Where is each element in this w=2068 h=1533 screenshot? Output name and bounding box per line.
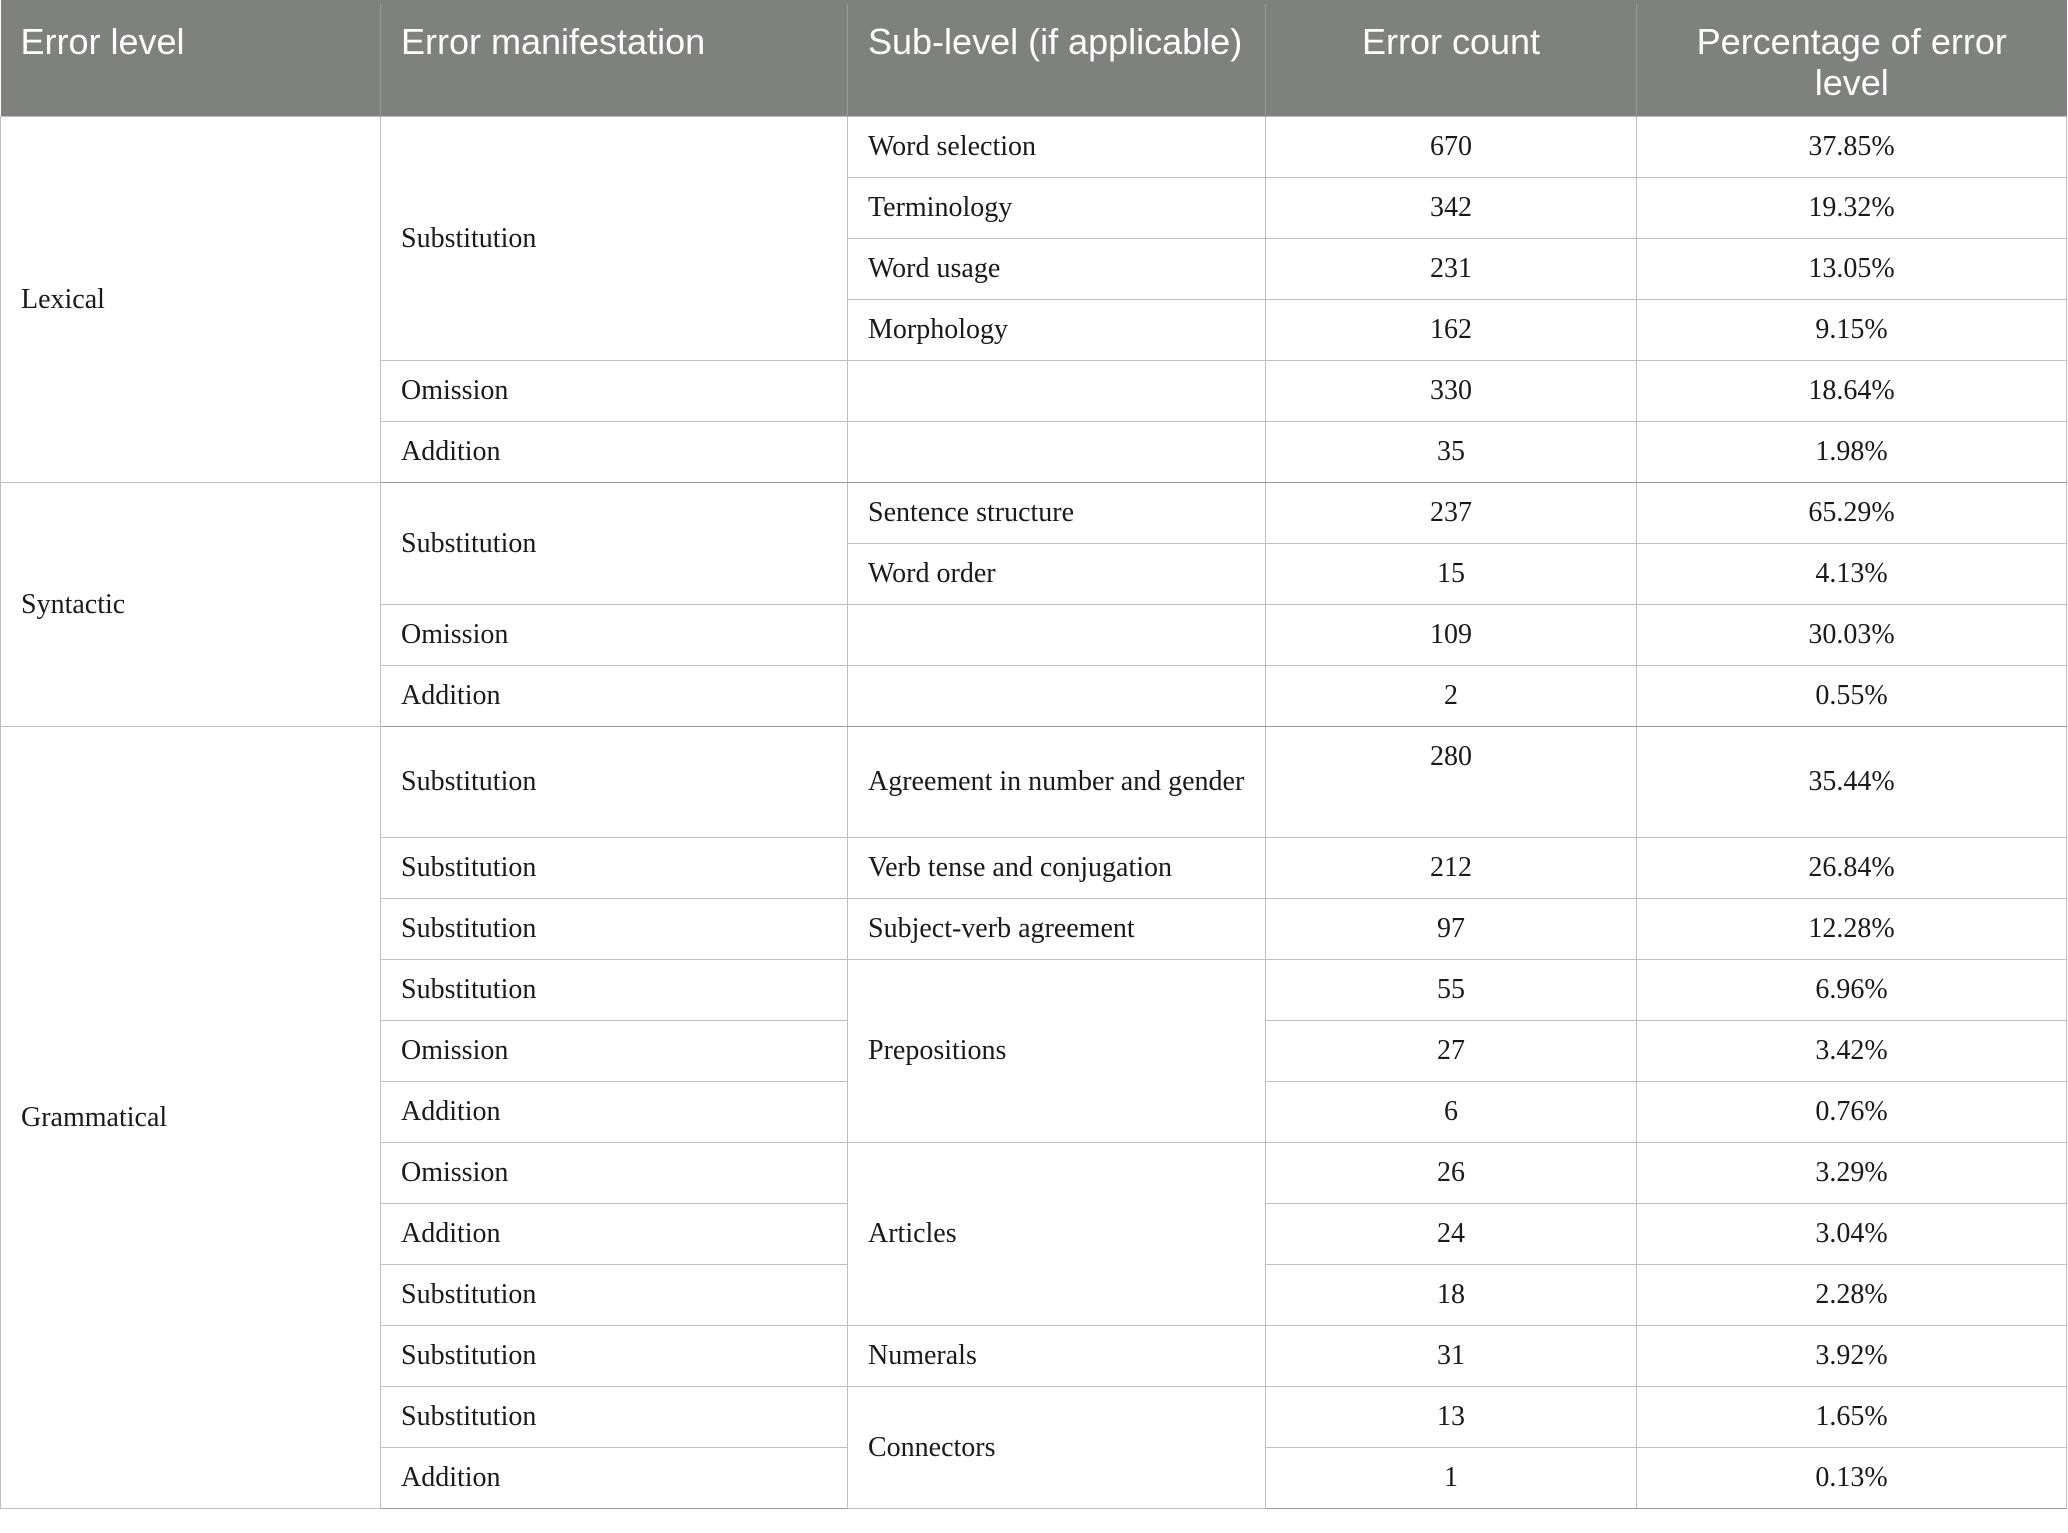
table-header	[1, 2, 2067, 117]
percentage-cell: 1.65%	[1637, 1387, 2067, 1448]
count-cell: 280	[1266, 727, 1637, 838]
percentage-cell: 2.28%	[1637, 1265, 2067, 1326]
count-cell: 35	[1266, 422, 1637, 483]
sub-level-cell	[848, 422, 1266, 483]
table-row	[1, 117, 2067, 178]
level-lexical: Lexical	[1, 117, 381, 483]
percentage-cell: 3.29%	[1637, 1143, 2067, 1204]
level-grammatical: Grammatical	[1, 727, 381, 1509]
header-error-manifestation: Error manifestation	[381, 2, 848, 117]
percentage-cell: 37.85%	[1637, 117, 2067, 178]
percentage-cell: 1.98%	[1637, 422, 2067, 483]
percentage-cell: 0.13%	[1637, 1448, 2067, 1509]
percentage-cell: 0.76%	[1637, 1082, 2067, 1143]
manifestation-cell: Addition	[381, 666, 848, 727]
sub-level-cell: Articles	[848, 1143, 1266, 1326]
count-cell: 237	[1266, 483, 1637, 544]
count-cell: 109	[1266, 605, 1637, 666]
header-error-level: Error level	[1, 2, 381, 117]
percentage-cell: 18.64%	[1637, 361, 2067, 422]
manifestation-cell: Substitution	[381, 483, 848, 605]
table-body	[1, 117, 2067, 1509]
count-cell: 97	[1266, 899, 1637, 960]
percentage-cell: 3.04%	[1637, 1204, 2067, 1265]
percentage-cell: 30.03%	[1637, 605, 2067, 666]
manifestation-cell: Substitution	[381, 117, 848, 361]
percentage-cell: 35.44%	[1637, 727, 2067, 838]
sub-level-cell: Word order	[848, 544, 1266, 605]
percentage-cell: 13.05%	[1637, 239, 2067, 300]
manifestation-cell: Omission	[381, 605, 848, 666]
manifestation-cell: Omission	[381, 1143, 848, 1204]
count-cell: 27	[1266, 1021, 1637, 1082]
sub-level-cell	[848, 666, 1266, 727]
sub-level-cell: Sentence structure	[848, 483, 1266, 544]
sub-level-cell: Agreement in number and gender	[848, 727, 1266, 838]
percentage-cell: 3.92%	[1637, 1326, 2067, 1387]
percentage-cell: 3.42%	[1637, 1021, 2067, 1082]
sub-level-cell: Word selection	[848, 117, 1266, 178]
table-row	[1, 727, 2067, 838]
percentage-cell: 65.29%	[1637, 483, 2067, 544]
count-cell: 55	[1266, 960, 1637, 1021]
count-cell: 2	[1266, 666, 1637, 727]
count-cell: 212	[1266, 838, 1637, 899]
sub-level-cell: Word usage	[848, 239, 1266, 300]
percentage-cell: 26.84%	[1637, 838, 2067, 899]
percentage-cell: 0.55%	[1637, 666, 2067, 727]
manifestation-cell: Addition	[381, 1448, 848, 1509]
sub-level-cell	[848, 361, 1266, 422]
manifestation-cell: Omission	[381, 1021, 848, 1082]
count-cell: 330	[1266, 361, 1637, 422]
sub-level-cell: Subject-verb agreement	[848, 899, 1266, 960]
manifestation-cell: Addition	[381, 422, 848, 483]
header-percentage: Percentage of error level	[1637, 2, 2067, 117]
sub-level-cell: Morphology	[848, 300, 1266, 361]
manifestation-cell: Substitution	[381, 1265, 848, 1326]
sub-level-cell: Numerals	[848, 1326, 1266, 1387]
count-cell: 15	[1266, 544, 1637, 605]
manifestation-cell: Substitution	[381, 838, 848, 899]
level-syntactic: Syntactic	[1, 483, 381, 727]
count-cell: 13	[1266, 1387, 1637, 1448]
sub-level-cell: Terminology	[848, 178, 1266, 239]
sub-level-cell: Verb tense and conjugation	[848, 838, 1266, 899]
count-cell: 18	[1266, 1265, 1637, 1326]
percentage-cell: 19.32%	[1637, 178, 2067, 239]
count-cell: 24	[1266, 1204, 1637, 1265]
percentage-cell: 6.96%	[1637, 960, 2067, 1021]
count-cell: 231	[1266, 239, 1637, 300]
count-cell: 6	[1266, 1082, 1637, 1143]
count-cell: 31	[1266, 1326, 1637, 1387]
count-cell: 670	[1266, 117, 1637, 178]
percentage-cell: 4.13%	[1637, 544, 2067, 605]
header-row	[1, 2, 2067, 117]
manifestation-cell: Addition	[381, 1082, 848, 1143]
table-row	[1, 483, 2067, 544]
count-cell: 162	[1266, 300, 1637, 361]
manifestation-cell: Substitution	[381, 1387, 848, 1448]
percentage-cell: 12.28%	[1637, 899, 2067, 960]
count-cell: 26	[1266, 1143, 1637, 1204]
header-sub-level: Sub-level (if applicable)	[848, 2, 1266, 117]
count-cell: 342	[1266, 178, 1637, 239]
sub-level-cell: Connectors	[848, 1387, 1266, 1509]
sub-level-cell	[848, 605, 1266, 666]
manifestation-cell: Omission	[381, 361, 848, 422]
manifestation-cell: Substitution	[381, 1326, 848, 1387]
sub-level-cell: Prepositions	[848, 960, 1266, 1143]
manifestation-cell: Substitution	[381, 727, 848, 838]
count-cell: 1	[1266, 1448, 1637, 1509]
manifestation-cell: Addition	[381, 1204, 848, 1265]
manifestation-cell: Substitution	[381, 899, 848, 960]
percentage-cell: 9.15%	[1637, 300, 2067, 361]
manifestation-cell: Substitution	[381, 960, 848, 1021]
header-error-count: Error count	[1266, 2, 1637, 117]
